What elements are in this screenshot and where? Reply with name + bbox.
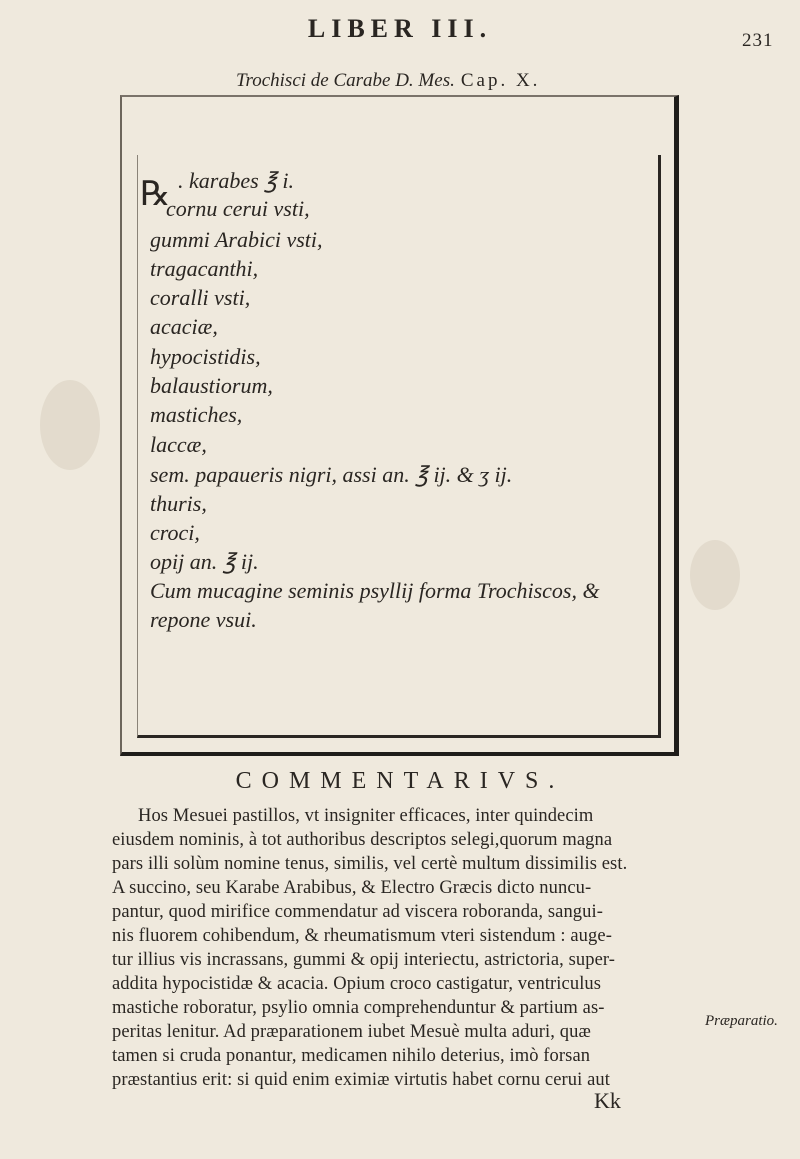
commentary-line: pantur, quod mirifice commendatur ad viscera roboranda, sangui- — [112, 902, 604, 922]
commentary-heading: COMMENTARIVS. — [235, 768, 565, 794]
running-head: LIBER III. — [307, 14, 493, 43]
subhead-title: Trochisci de Carabe D. Mes. — [236, 70, 455, 91]
recipe-line: gummi Arabici vsti, — [150, 227, 323, 252]
recipe-line: balaustiorum, — [150, 373, 273, 398]
recipe-line: coralli vsti, — [150, 285, 251, 310]
page-number: 231 — [742, 30, 774, 51]
chapter-subhead — [236, 70, 540, 92]
recipe-line: thuris, — [150, 491, 207, 516]
recipe-line: repone vsui. — [150, 607, 257, 632]
recipe-line: hypocistidis, — [150, 344, 261, 369]
recipe-line: croci, — [150, 520, 200, 545]
recipe-symbol-icon: ℞ — [140, 176, 171, 213]
commentary-line: Hos Mesuei pastillos, vt insigniter efficaces, inter quindecim — [138, 806, 594, 826]
commentary-line: eiusdem nominis, à tot authoribus descriptos selegi,quorum magna — [112, 830, 613, 850]
commentary-line: præstantius erit: si quid enim eximiæ virtutis habet cornu cerui aut — [112, 1070, 610, 1090]
margin-note: Præparatio. — [705, 1013, 778, 1029]
commentary-line: nis fluorem cohibendum, & rheumatismum vteri sistendum : auge- — [112, 926, 612, 946]
commentary-line: pars illi solùm nomine tenus, similis, vel certè multum dissimilis est. — [112, 854, 628, 874]
chapter-label: Cap. X. — [460, 70, 541, 91]
commentary-line: mastiche roboratur, psylio omnia comprehenduntur & partium as- — [112, 998, 605, 1018]
commentary-line: tur illius vis incrassans, gummi & opij interiectu, astrictoria, super- — [112, 950, 616, 970]
recipe-line: sem. papaueris nigri, assi an. ℥ ij. & ʒ ij. — [150, 462, 513, 487]
commentary-line: addita hypocistidæ & acacia. Opium croco castigatur, ventriculus — [112, 974, 602, 994]
recipe-line: acaciæ, — [150, 314, 218, 339]
commentary-line: peritas lenitur. Ad præparationem iubet Mesuè multa aduri, quæ — [112, 1022, 591, 1042]
commentary-line: A succino, seu Karabe Arabibus, & Electro Græcis dicto nuncu- — [112, 878, 592, 898]
catchword: Kk — [594, 1088, 621, 1113]
recipe-line: Cum mucagine seminis psyllij forma Trochiscos, & — [150, 578, 600, 603]
recipe-line: mastiches, — [150, 402, 243, 427]
commentary-line: tamen si cruda ponantur, medicamen nihilo deterius, imò forsan — [112, 1046, 591, 1066]
recipe-line: laccæ, — [150, 432, 207, 457]
recipe-line: cornu cerui vsti, — [166, 196, 310, 221]
recipe-line: opij an. ℥ ij. — [150, 549, 259, 574]
recipe-line: . karabes ℥ i. — [178, 168, 294, 193]
paper-stain — [40, 380, 100, 470]
recipe-line: tragacanthi, — [150, 256, 259, 281]
paper-stain — [690, 540, 740, 610]
